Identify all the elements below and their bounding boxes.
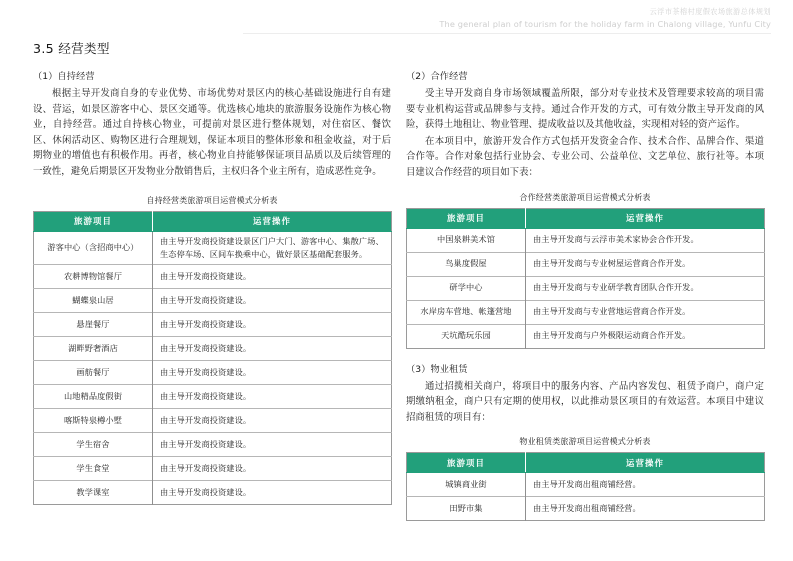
table-row — [34, 409, 392, 433]
table-row — [34, 231, 392, 265]
cell-operation: 由主导开发商与户外极限运动商合作开发。 — [526, 324, 765, 348]
cell-project-name: 山地精品度假街 — [34, 385, 153, 409]
cell-operation: 由主导开发商出租商铺经营。 — [526, 473, 765, 497]
column-header-operation: 运营操作 — [153, 211, 392, 231]
left-column — [33, 40, 391, 505]
cell-project-name: 田野市集 — [407, 497, 526, 521]
cell-operation: 由主导开发商投资建设。 — [153, 337, 392, 361]
table-body-cooperative-operation — [407, 228, 765, 348]
cell-project-name: 教学课室 — [34, 481, 153, 505]
table-row — [34, 361, 392, 385]
cell-project-name: 学生食堂 — [34, 457, 153, 481]
cell-operation: 由主导开发商投资建设。 — [153, 457, 392, 481]
cell-operation: 由主导开发商投资建设。 — [153, 433, 392, 457]
cell-operation: 由主导开发商出租商铺经营。 — [526, 497, 765, 521]
cell-project-name: 农耕博物馆餐厅 — [34, 265, 153, 289]
right-column — [406, 40, 764, 521]
table-row — [34, 337, 392, 361]
cell-operation: 由主导开发商投资建设。 — [153, 385, 392, 409]
table-row — [34, 313, 392, 337]
table-row — [34, 265, 392, 289]
paragraph-cooperative-operation-1: 受主导开发商自身市场领域覆盖所限，部分对专业技术及管理要求较高的项目需要专业机构运营或品牌参与支持。通过合作开发的方式，可有效分散主导开发商的风险，获得土地租让、物业管理、提成收益以及其他收益，实现相对轻的资产运作。 — [406, 88, 764, 131]
cell-operation: 由主导开发商与专业营地运营商合作开发。 — [526, 300, 765, 324]
cell-project-name: 研学中心 — [407, 276, 526, 300]
cell-project-name: 喀斯特泉樽小墅 — [34, 409, 153, 433]
page-title: 3.5 经营类型 — [33, 41, 110, 56]
table-body-self-operation — [34, 231, 392, 505]
table-row — [34, 433, 392, 457]
cell-operation: 由主导开发商投资建设景区门户大门、游客中心、集散广场、生态停车场、区间车换乘中心，做好景区基础配套服务。 — [153, 231, 392, 265]
table-row — [407, 228, 765, 252]
cell-operation: 由主导开发商投资建设。 — [153, 409, 392, 433]
table-row — [407, 473, 765, 497]
page-header — [0, 0, 793, 34]
table-header-row — [407, 453, 765, 473]
table-row — [34, 481, 392, 505]
table-cooperative-operation — [406, 208, 765, 349]
cell-project-name: 鸟巢度假屋 — [407, 252, 526, 276]
table-row — [407, 252, 765, 276]
table-row — [407, 276, 765, 300]
paragraph-self-operation: 根据主导开发商自身的专业优势、市场优势对景区内的核心基础设施进行自有建设、营运，如景区游客中心、景区交通等。优选核心地块的旅游服务设施作为核心物业，自持经营。通过自持核心物业，可提前对景区进行整体规划，对住宿区、餐饮区、休闲活动区、购物区进行合理规划，保证本项目的整体形象和租金收益，对于后期物业的增值也有积极作用。再者，核心物业自持能够保证项目品质以及后续管理的一致性，避免后期景区开发物业分散销售后，主权归各个业主所有，造成恶性竞争。 — [33, 88, 391, 177]
table-row — [34, 289, 392, 313]
cell-operation: 由主导开发商投资建设。 — [153, 481, 392, 505]
table-header-row — [34, 211, 392, 231]
column-header-operation: 运营操作 — [526, 208, 765, 228]
table-row — [34, 457, 392, 481]
header-title-cn: 云浮市茶榕村度假农场旅游总体规划 — [649, 7, 771, 16]
cell-operation: 由主导开发商与专业树屋运营商合作开发。 — [526, 252, 765, 276]
cell-operation: 由主导开发商与专业研学教育团队合作开发。 — [526, 276, 765, 300]
table-row — [407, 497, 765, 521]
table-self-operation — [33, 211, 392, 506]
subsection-heading-cooperative-operation: （2）合作经营 — [406, 71, 468, 82]
cell-project-name: 中国泉耕美术馆 — [407, 228, 526, 252]
table-caption-property-lease: 物业租赁类旅游项目运营模式分析表 — [519, 437, 651, 447]
subsection-heading-property-lease: （3）物业租赁 — [406, 363, 468, 375]
table-caption-cooperative-operation: 合作经营类旅游项目运营模式分析表 — [519, 192, 651, 202]
column-header-project: 旅游项目 — [407, 453, 526, 473]
table-row — [34, 385, 392, 409]
column-header-project: 旅游项目 — [34, 211, 153, 231]
cell-project-name: 蝴蝶泉山居 — [34, 289, 153, 313]
cell-project-name: 画舫餐厅 — [34, 361, 153, 385]
cell-project-name: 学生宿舍 — [34, 433, 153, 457]
cell-operation: 由主导开发商投资建设。 — [153, 289, 392, 313]
table-body-property-lease — [407, 473, 765, 521]
header-title-en: The general plan of tourism for the holiday farm in Chalong village, Yunfu City — [439, 19, 771, 29]
table-row — [407, 324, 765, 348]
cell-project-name: 悬崖餐厅 — [34, 313, 153, 337]
subsection-heading-self-operation: （1）自持经营 — [33, 71, 95, 82]
column-header-project: 旅游项目 — [407, 208, 526, 228]
cell-project-name: 游客中心（含招商中心） — [34, 231, 153, 265]
table-property-lease — [406, 452, 765, 521]
cell-operation: 由主导开发商投资建设。 — [153, 313, 392, 337]
cell-operation: 由主导开发商投资建设。 — [153, 361, 392, 385]
table-caption-self-operation: 自持经营类旅游项目运营模式分析表 — [146, 195, 278, 205]
header-divider — [243, 33, 771, 34]
cell-project-name: 天坑酷玩乐园 — [407, 324, 526, 348]
column-header-operation: 运营操作 — [526, 453, 765, 473]
cell-project-name: 城镇商业街 — [407, 473, 526, 497]
cell-project-name: 湖畔野奢酒店 — [34, 337, 153, 361]
paragraph-cooperative-operation-2: 在本项目中，旅游开发合作方式包括开发资金合作、技术合作、品牌合作、渠道合作等。合作对象包括行业协会、专业公司、公益单位、文艺单位、旅行社等。本项目建议合作经营的项目如下表： — [406, 135, 764, 178]
table-header-row — [407, 208, 765, 228]
table-row — [407, 300, 765, 324]
cell-operation: 由主导开发商投资建设。 — [153, 265, 392, 289]
paragraph-property-lease: 通过招揽相关商户，将项目中的服务内容、产品内容发包、租赁予商户，商户定期缴纳租金，商户只有定期的使用权，以此推动景区项目的有效运营。本项目中建议招商租赁的项目有： — [406, 380, 764, 423]
cell-project-name: 水岸房车营地、帐篷营地 — [407, 300, 526, 324]
cell-operation: 由主导开发商与云浮市美术家协会合作开发。 — [526, 228, 765, 252]
